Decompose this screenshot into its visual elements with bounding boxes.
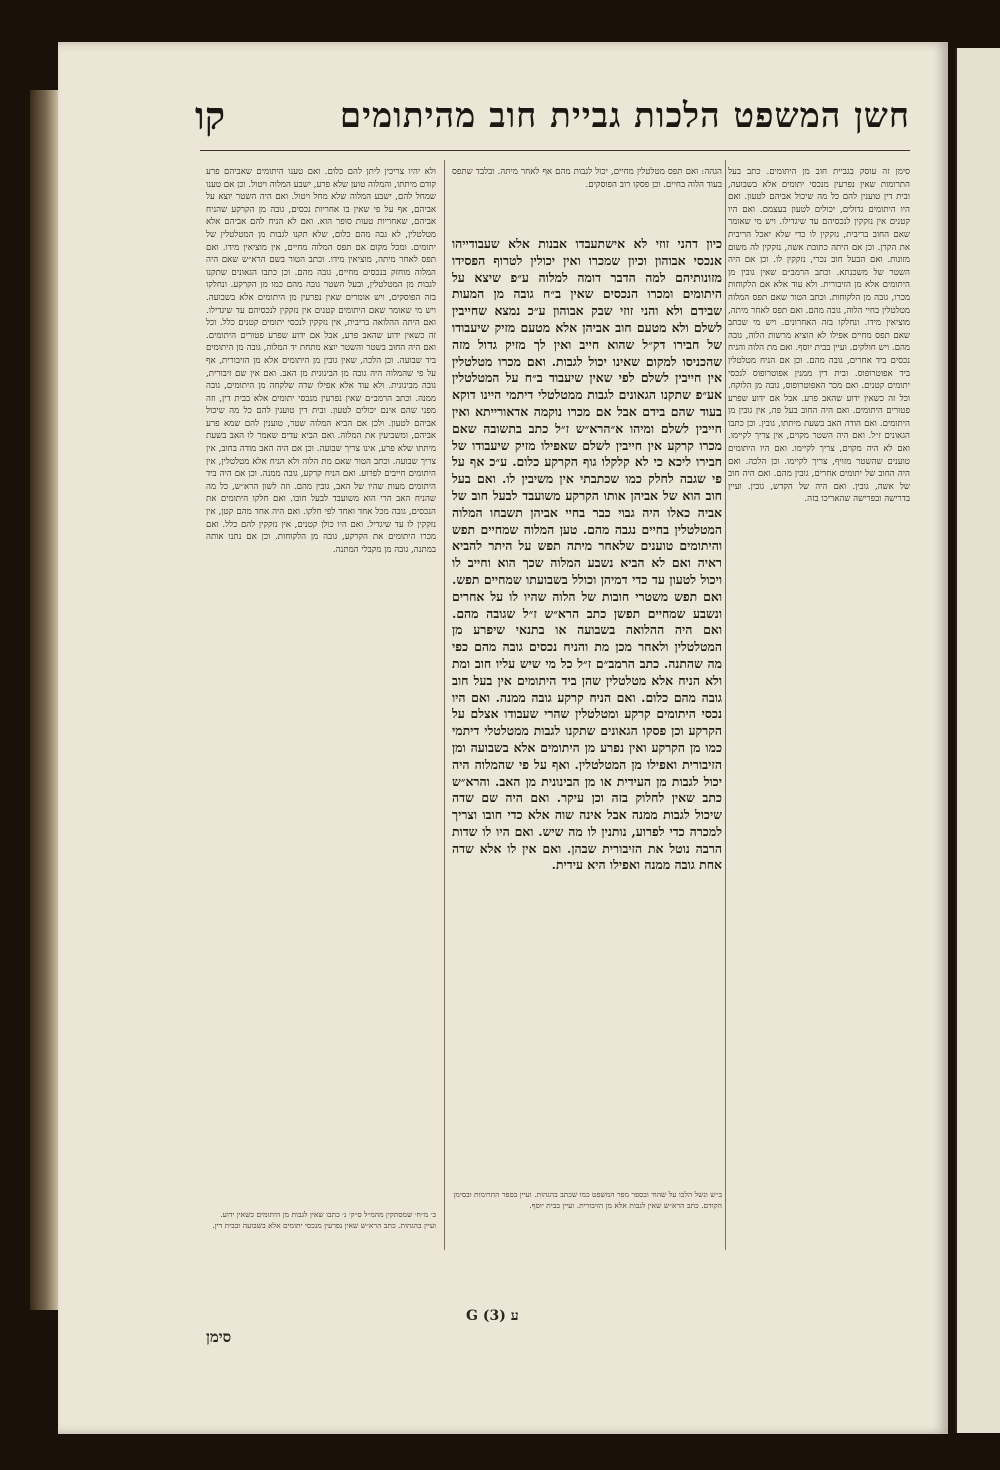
center-main-column [452, 236, 722, 1188]
column-divider-right [725, 160, 726, 1250]
center-top-commentary [452, 166, 722, 230]
left-footnote-text: ב׳ מ״ח׳ שמסתקין מהמ״ל ס״ק׳ נ׳ כתבו שאין לגבות מן היתומים כשאין ידוע. ועיין בהגהות. כתב הרא״ש שאין נפרעין מנכסי יתומים אלא בשבועה ובבית דין. [212, 1210, 436, 1230]
signature-mark: G (3) ע [466, 1308, 519, 1324]
right-commentary-text: סימן זה עוסק בגביית חוב מן היתומים. כתב בעל התרומות שאין נפרעין מנכסי יתומים אלא בשבועה, ובית דין טוענין להם כל מה שיכול אביהם לטעון. ואם היו היתומים גדולים, יכולים לטעון בעצמם. ואם היו קטנים אין נזקקין לנכסיהם עד שיגדילו. ויש מי שאומר שאם החוב בריבית, נזקקין לו כדי שלא יאכל הריבית את הקרן. וכן אם היתה כתובת אשה, נזקקין לה משום מזונות. ואם הבעל חוב נכרי, נזקקין לו. וכן אם היה השטר של משכנתא. וכתב הרמב״ם שאין גובין מן היתומים אלא מן הזיבורית. ולא עוד אלא אם הלקוחות מכרו, גובה מן הלקוחות. וכתב הטור שאם תפס המלוה מטלטלין בחיי הלוה, גובה מהם. ואם תפס לאחר מיתה, מוציאין מידו. ונחלקו בזה האחרונים. ויש מי שכתב שאם תפס מחיים אפילו לא הוציא מרשות הלוה, גובה מהם. ויש חולקים. ועיין בבית יוסף. ואם מת הלוה והניח נכסים ביד אחרים, גובה מהם. וכן אם הניח מטלטלין ביד אפוטרופוס. ובית דין ממנין אפוטרופוס לנכסי יתומים קטנים. ואם מכר האפוטרופוס, גובה מן הלוקח. וכל זה כשאין ידוע שהאב פרע. אבל אם ידוע שפרע פטורים היתומים. ואם היה החוב בעל פה, אין גובין מן היתומים. ואם הודה האב בשעת מיתתו, גובין. וכן כתבו הגאונים ז״ל. ואם היה השטר מקוים, אין צריך לקיימו. ואם לא היה מקוים, צריך לקיימו. ואם היו היתומים טוענים שהשטר מזויף, צריך לקיימו. וכן הלכה. ואם היה החוב של יתומים אחרים, גובין מהם. ואם היה חוב של אשה, גובין. ואם היה של הקדש, גובין. ועיין בדרישה ובפרישה שהאריכו בזה. [728, 167, 910, 505]
left-footnote [206, 1210, 436, 1290]
catchword: סימן [206, 1328, 232, 1346]
page-number: קו [195, 93, 226, 138]
center-footnote-text: ב״ש ונשל הלכו על שהוד ובספר מפר המשפט כמו שכתב בהגהות. ועיין בספר התרומות ובסימן הקודם. כתב הרא״ש שאין לגבות אלא מן הזיבורית. ועיין בבית יוסף. [453, 1190, 722, 1210]
column-divider-left [444, 160, 445, 1250]
left-commentary-text: ולא יהיו צריכין ליתן להם כלום. ואם טענו היתומים שאביהם פרע קודם מיתתו, והמלוה טוען שלא פרע, ישבע המלוה ויטול. וכן אם טענו שמחל להם, ישבע המלוה שלא מחל ויטול. ואם היה השטר יוצא על אביהם, אף על פי שאין בו אחריות נכסים, גובה מן הקרקע שהניח אביהם, שאחריות טעות סופר הוא. ואם לא הניח להם אביהם אלא מטלטלין, לא גבה מהם כלום, שלא תקנו לגבות מן המטלטלין של יתומים. ומכל מקום אם תפס המלוה מחיים, אין מוציאין מידו. ואם תפס לאחר מיתה, מוציאין מידו. וכתב הטור בשם הרא״ש שאם היה המלוה מוחזק בנכסים מחיים, גובה מהם. וכן כתבו הגאונים שתקנו לגבות מן המטלטלין, ובעל השטר גובה מהם כמו מן הקרקע. ונחלקו בזה הפוסקים, ויש אומרים שאין נפרעין מן היתומים אלא בשבועה. ויש מי שאומר שאם היתומים קטנים אין נזקקין לנכסיהם עד שיגדילו. ואם היתה ההלואה בריבית, אין נזקקין לנכסי יתומים קטנים כלל. וכל זה כשאין ידוע שהאב פרע, אבל אם ידוע שפרע פטורים היתומים. ואם היה החוב בשטר והשטר יוצא מתחת יד המלוה, גובה מן היתומים ביד שבועה. וכן הלכה, שאין גובין מן היתומים אלא מן הזיבורית, אף על פי שהמלוה היה גובה מן הבינונית מן האב. ואם אין שם זיבורית, גובה מבינונית. ולא עוד אלא אפילו שדה שלקחה מן היתומים, גובה ממנה. וכתב הרמב״ם שאין נפרעין מנכסי יתומים אלא בבית דין, וזה מפני שהם אינם יכולים לטעון. ובית דין טוענין להם כל מה שיכול אביהם לטעון. ולכן אם הביא המלוה שטר, טוענין להם שמא פרע אביהם, ומשביעין את המלוה. ואם הביא עדים שאמר לו האב בשעת מיתתו שלא פרע, אינו צריך שבועה. וכן אם היה האב מודה בחוב, אין צריך שבועה. וכתב הטור שאם מת הלוה ולא הניח אלא מטלטלין, אין היתומים חייבים לפרוע. ואם הניח קרקע, גובה ממנה. וכן אם היה ביד היתומים מעות שהיו של האב, גובין מהם. וזה לשון הרא״ש, כל מה שהניח האב הרי הוא משועבד לבעל חובו. ואם חלקו היתומים את הנכסים, גובה מכל אחד ואחד לפי חלקו. ואם היה אחד מהם קטן, אין נזקקין לו עד שיגדיל. ואם היו כולן קטנים, אין נזקקין להם כלל. ואם מכרו היתומים את הקרקע, גובה מן הלקוחות. וכן אם נתנו אותה במתנה, גובה מן מקבלי המתנה. [206, 167, 436, 555]
center-main-text: כיון דהני זוזי לא אישתעבדו אבנות אלא שעבודייהו אנכסי אבוהון וכיון שמכרו ואין יכולין לטרוף הפסידו מזונותיהם למה הדבר דומה למלוה ע״פ שיצא על היתומים ומכרו הנכסים שאין ב״ח גובה מן המעות שבידם ולא והני זוזי שבק אבוהון ע״כ נמצא שחייבין לשלם ולא מטעם חוב אביהן אלא מטעם מזיק שיעבודו של חבירו דק״ל שהוא חייב ואין לך מזיק גדול מזה שהכניסו למקום שאינו יכול לגבות. ואם מכרו מטלטלין אין חייבין לשלם לפי שאין שיעבוד ב״ח על המטלטלין אע״פ שתקנו הגאונים לגבות ממטלטלי דיתמי היינו דוקא בעוד שהם בידם אבל אם מכרו נוקמה אדאורייתא ואין חייבין לשלם ומיהו א״הרא״ש ז״ל כתב בתשובה שאם מכרו קרקע אין חייבין לשלם שאפילו מזיק שיעבודו של חבירו ליכא כי לא קלקלו גוף הקרקע כלום. ע״כ אף על פי שגבה לחלק כמו שכתבתי אין משיבין לו. ואם בעל חוב הוא של אביהן אותו הקרקע משועבד לבעל חוב של אביה כאלו היה גבוי כבר בחיי אביהן תשבחו המלוה המטלטלין בחיים נגבה מהם. טען המלוה שמחיים תפש והיתומים טוענים שלאחר מיתה תפש על היתר להביא ראיה ואם לא הביא נשבע המלוה שכך הוא וחייב לו ויכול לטעון עד כדי דמיהן וכולל בשבועתו שמחיים תפש. ואם תפש משטרי חובות של הלוה שהיו לו על אחרים ונשבע שמחיים תפשן כתב הרא״ש ז״ל שגובה מהם. ואם היה ההלואה בשבועה או בתנאי שיפרע מן המטלטלין ולאחר מכן מת והניח נכסים גובה מהם כפי מה שהתנה. כתב הרמב״ם ז״ל כל מי שיש עליו חוב ומת ולא הניח אלא מטלטלין שהן ביד היתומים אין בעל חוב גובה מהם כלום. ואם הניח קרקע גובה ממנה. ואם היו נכסי היתומים קרקע ומטלטלין שהרי שעבודו אצלם על הקרקע וכן פסקו הגאונים שתקנו לגבות ממטלטלי דיתמי כמו מן הקרקע ואין נפרע מן היתומים אלא בשבועה ומן הזיבורית ואפילו מן המטלטלין. ואף על פי שהמלוה היה יכול לגבות מן העידית או מן הבינונית מן האב. והרא״ש כתב שאין לחלוק בזה וכן עיקר. ואם היה שם שדה שיכול לגבות ממנה אבל אינה שוה אלא כדי חובו וצריך למכרה כדי לפרוע, נותנין לו מה שיש. ואם היו לו שדות הרבה נוטל את הזיבורית שבהן. ואם אין לו אלא שדה אחת גובה ממנה ואפילו היא עידית. [452, 236, 722, 873]
adjacent-page-edge [955, 48, 1000, 1433]
right-commentary-column [728, 166, 910, 1204]
running-title: חשן המשפט הלכות גביית חוב מהיתומים [339, 96, 910, 136]
center-top-commentary-text: הגהה: ואם תפס מטלטלין מחיים, יכול לגבות מהם אף לאחר מיתה. ובלבד שתפס בעוד הלוה בחיים. וכן פסקו רוב הפוסקים. [452, 167, 722, 190]
header-rule [200, 150, 910, 151]
left-commentary-column [206, 166, 436, 1204]
center-footnote [452, 1190, 722, 1244]
page-header [195, 86, 910, 146]
